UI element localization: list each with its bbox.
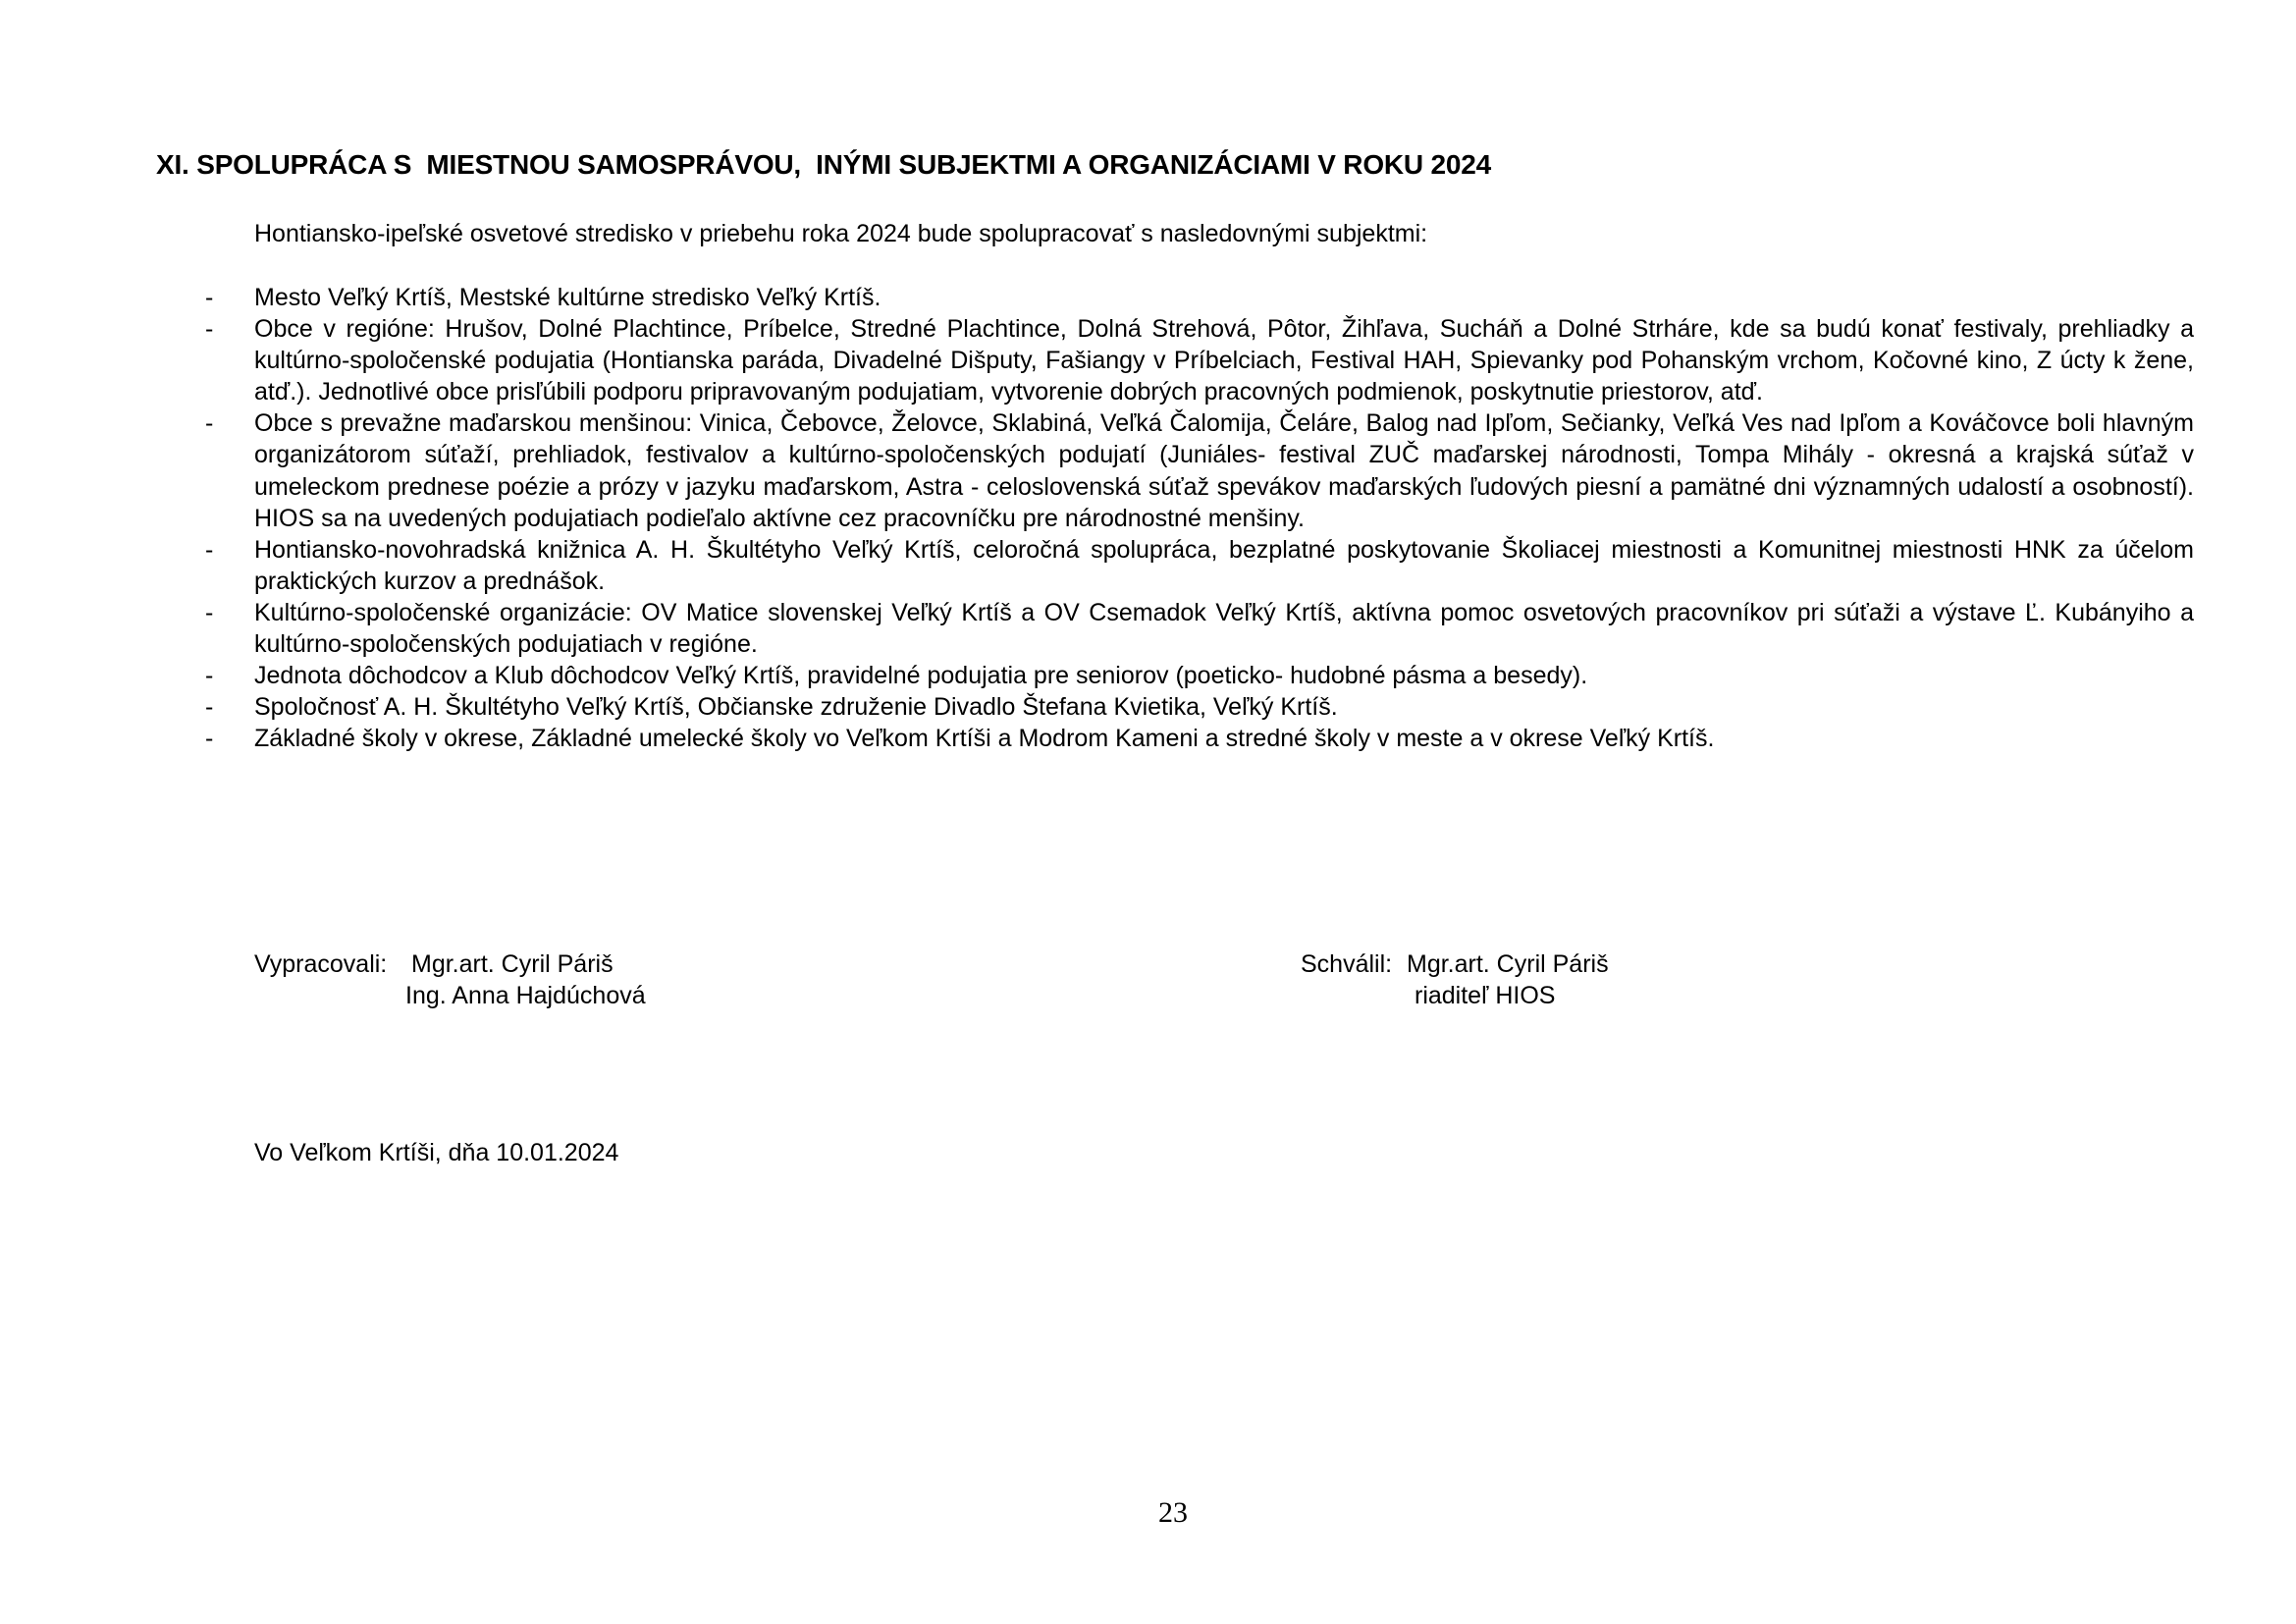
bullet-dash: - xyxy=(205,284,214,311)
list-item-text: Obce v regióne: Hrušov, Dolné Plachtince, Príbelce, Stredné Plachtince, Dolná Strehová, Pôtor, Žihľava, Sucháň a Dolné Strháre, kde sa budú konať festivaly, prehliadky a kultúrno-spoločenské podujatia (Hontianska paráda, Divadelné Dišputy, Fašiangy v Príbelciach, Festival HAH, Spievanky pod Pohanským vrchom, Kočovné kino, Z úcty k žene, atď.). Jednotlivé obce prisľúbili podporu pripravovaným podujatiam, vytvorenie dobrých pracovných podmienok, poskytnutie priestorov, atď. xyxy=(254,315,2194,406)
bullet-dash: - xyxy=(205,693,214,722)
list-item-text: Jednota dôchodcov a Klub dôchodcov Veľký Krtíš, pravidelné podujatia pre seniorov (poeticko- hudobné pásma a besedy). xyxy=(254,662,1588,690)
bullet-dash: - xyxy=(205,315,214,344)
list-item xyxy=(201,723,2194,754)
list-item-text: Obce s prevažne maďarskou menšinou: Vinica, Čebovce, Želovce, Sklabiná, Veľká Čalomija, Čeláre, Balog nad Ipľom, Sečianky, Veľká Ves nad Ipľom a Kováčovce boli hlavným organizátorom súťaží, prehliadok, festivalov a kultúrno-spoločenských podujatí (Juniáles- festival ZUČ maďarskej národnosti, Tompa Mihály - okresná a krajská súťaž v umeleckom prednese poézie a prózy v jazyku maďarskom, Astra - celoslovenská súťaž spevákov maďarských ľudových piesní a pamätné dni významných udalostí a osobností). HIOS sa na uvedených podujatiach podieľalo aktívne cez pracovníčku pre národnostné menšiny. xyxy=(254,409,2194,532)
list-item-text: Hontiansko-novohradská knižnica A. H. Škultétyho Veľký Krtíš, celoročná spolupráca, bezplatné poskytovanie Školiacej miestnosti a Komunitnej miestnosti HNK za účelom praktických kurzov a prednášok. xyxy=(254,535,2194,595)
partner-list xyxy=(201,282,2194,754)
place-and-date: Vo Veľkom Krtíši, dňa 10.01.2024 xyxy=(254,1139,619,1166)
list-item xyxy=(201,597,2194,660)
list-item xyxy=(201,691,2194,723)
bullet-dash: - xyxy=(205,535,214,564)
approved-by-name: Mgr.art. Cyril Páriš xyxy=(1407,950,1609,978)
list-item-text: Kultúrno-spoločenské organizácie: OV Matice slovenskej Veľký Krtíš a OV Csemadok Veľký Krtíš, aktívna pomoc osvetových pracovníkov pri súťaži a výstave Ľ. Kubányiho a kultúrno-spoločenských podujatiach v regióne. xyxy=(254,598,2194,659)
list-item-text: Spoločnosť A. H. Škultétyho Veľký Krtíš, Občianske združenie Divadlo Štefana Kvietika, Veľký Krtíš. xyxy=(254,693,1338,722)
approved-by-role: riaditeľ HIOS xyxy=(1415,982,1556,1009)
page-number: 23 xyxy=(1158,1496,1188,1529)
list-item xyxy=(201,660,2194,691)
bullet-dash: - xyxy=(205,409,214,438)
intro-paragraph: Hontiansko-ipeľské osvetové stredisko v priebehu roka 2024 bude spolupracovať s nasledovnými subjektmi: xyxy=(254,220,1428,247)
bullet-dash: - xyxy=(205,725,214,753)
prepared-by-name-secondary: Ing. Anna Hajdúchová xyxy=(405,982,646,1009)
bullet-dash: - xyxy=(205,598,214,626)
list-item xyxy=(201,313,2194,407)
prepared-by-label: Vypracovali: xyxy=(254,950,388,978)
bullet-dash: - xyxy=(205,662,214,690)
approved-by-label: Schválil: xyxy=(1301,950,1393,978)
list-item xyxy=(201,534,2194,597)
prepared-by-name: Mgr.art. Cyril Páriš xyxy=(411,950,614,978)
list-item-text: Mesto Veľký Krtíš, Mestské kultúrne stredisko Veľký Krtíš. xyxy=(254,284,881,311)
section-heading: XI. SPOLUPRÁCA S MIESTNOU SAMOSPRÁVOU, INÝMI SUBJEKTMI A ORGANIZÁCIAMI V ROKU 2024 xyxy=(156,149,1492,180)
list-item xyxy=(201,282,2194,313)
list-item xyxy=(201,407,2194,533)
list-item-text: Základné školy v okrese, Základné umelecké školy vo Veľkom Krtíši a Modrom Kameni a stredné školy v meste a v okrese Veľký Krtíš. xyxy=(254,725,1715,753)
